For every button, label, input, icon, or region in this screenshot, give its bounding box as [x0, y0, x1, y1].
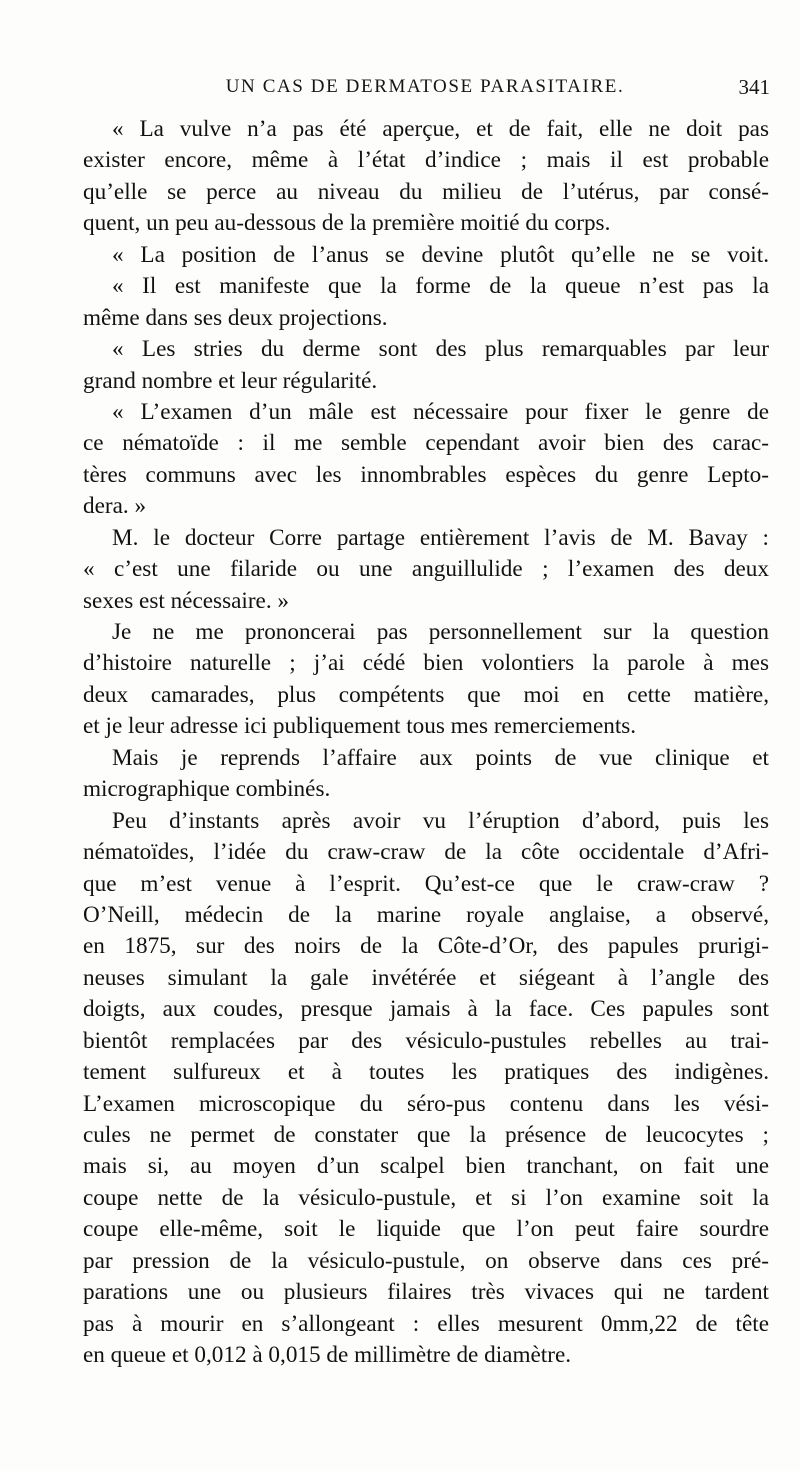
text-line-content: coupe elle-même, soit le liquide que l’on peut faire sourdre	[83, 1216, 769, 1243]
running-title: UN CAS DE DERMATOSE PARASITAIRE.	[225, 76, 625, 97]
text-line-content: mais si, au moyen d’un scalpel bien tranchant, on fait une	[83, 1153, 769, 1180]
text-line-content: que m’est venue à l’esprit. Qu’est-ce que le craw-craw ?	[83, 870, 769, 897]
text-line	[83, 994, 769, 1025]
text-line	[83, 1151, 769, 1182]
text-line-content: « La position de l’anus se devine plutôt qu’elle ne se voit.	[112, 241, 769, 268]
text-line	[83, 397, 769, 428]
text-line-content: dera. »	[83, 493, 147, 520]
text-line	[83, 837, 769, 868]
text-line-content: pas à mourir en s’allongeant : elles mesurent 0mm,22 de tête	[83, 1310, 769, 1337]
text-line	[83, 1309, 769, 1340]
text-line-content: O’Neill, médecin de la marine royale anglaise, a observé,	[83, 901, 769, 928]
text-line	[83, 806, 769, 837]
text-line	[83, 869, 769, 900]
text-line	[83, 586, 769, 617]
text-line-content: qu’elle se perce au niveau du milieu de l’utérus, par consé-	[83, 178, 769, 205]
text-line	[83, 366, 769, 397]
text-line-content: Je ne me prononcerai pas personnellement sur la question	[112, 619, 769, 645]
text-line	[83, 680, 769, 711]
text-line-content: tères communs avec les innombrables espèces du genre Lepto-	[83, 461, 769, 488]
text-line	[83, 1183, 769, 1214]
text-line	[83, 208, 769, 239]
text-line-content: « c’est une filaride ou une anguillulide ; l’examen des deux	[83, 556, 769, 583]
text-line-content: bientôt remplacées par des vésiculo-pustules rebelles au trai-	[83, 1027, 769, 1054]
text-line-content: ce nématoïde : il me semble cependant avoir bien des carac-	[83, 430, 769, 457]
text-line-content: quent, un peu au-dessous de la première moitié du corps.	[83, 210, 611, 237]
text-line	[83, 177, 769, 208]
text-line	[83, 931, 769, 962]
text-line-content: M. le docteur Corre partage entièrement l’avis de M. Bavay :	[112, 524, 769, 551]
text-line-content: en queue et 0,012 à 0,015 de millimètre de diamètre.	[83, 1342, 572, 1369]
text-line	[83, 554, 769, 585]
text-line	[83, 1057, 769, 1088]
text-line-content: et je leur adresse ici publiquement tous mes remerciements.	[83, 713, 637, 740]
text-line	[83, 743, 769, 774]
text-line	[83, 428, 769, 459]
text-line-content: tement sulfureux et à toutes les pratiques des indigènes.	[83, 1059, 769, 1086]
text-line-content: coupe nette de la vésiculo-pustule, et si l’on examine soit la	[83, 1184, 769, 1211]
text-line	[83, 1089, 769, 1120]
page-header	[40, 76, 770, 106]
text-line	[83, 114, 769, 145]
text-line	[83, 711, 769, 742]
text-line	[83, 1120, 769, 1151]
text-line	[83, 774, 769, 805]
text-line	[83, 271, 769, 302]
text-line	[83, 1026, 769, 1057]
text-line-content: doigts, aux coudes, presque jamais à la face. Ces papules sont	[83, 996, 769, 1023]
text-line-content: sexes est nécessaire. »	[83, 587, 290, 614]
text-line-content: « L’examen d’un mâle est nécessaire pour fixer le genre de	[112, 398, 769, 425]
text-line-content: exister encore, même à l’état d’indice ; mais il est probable	[83, 147, 769, 174]
text-line-content: grand nombre et leur régularité.	[83, 367, 378, 394]
text-line	[83, 334, 769, 365]
text-line-content: neuses simulant la gale invétérée et siégeant à l’angle des	[83, 964, 769, 991]
text-line-content: même dans ses deux projections.	[83, 304, 388, 331]
text-line-content: « Les stries du derme sont des plus remarquables par leur	[112, 336, 769, 363]
body-text	[83, 114, 769, 1372]
text-line	[83, 1214, 769, 1245]
text-line	[83, 145, 769, 176]
text-line	[83, 460, 769, 491]
text-line-content: par pression de la vésiculo-pustule, on observe dans ces pré-	[83, 1247, 769, 1274]
text-line-content: cules ne permet de constater que la présence de leucocytes ;	[83, 1122, 769, 1148]
text-line	[83, 1340, 769, 1371]
text-line	[83, 1277, 769, 1308]
text-line-content: d’histoire naturelle ; j’ai cédé bien volontiers la parole à mes	[83, 650, 769, 677]
text-line-content: parations une ou plusieurs filaires très vivaces qui ne tardent	[83, 1279, 769, 1306]
text-line	[83, 523, 769, 554]
text-line	[83, 1246, 769, 1277]
text-line	[83, 303, 769, 334]
text-line-content: Mais je reprends l’affaire aux points de vue clinique et	[112, 744, 769, 771]
text-line	[83, 617, 769, 648]
text-line-content: Peu d’instants après avoir vu l’éruption d’abord, puis les	[112, 807, 769, 834]
text-line	[83, 900, 769, 931]
text-line-content: deux camarades, plus compétents que moi en cette matière,	[83, 681, 769, 708]
page-number: 341	[738, 75, 770, 99]
text-line-content: nématoïdes, l’idée du craw-craw de la côte occidentale d’Afri-	[83, 839, 769, 866]
text-line-content: « La vulve n’a pas été aperçue, et de fait, elle ne doit pas	[112, 116, 769, 142]
text-line-content: micrographique combinés.	[83, 776, 331, 803]
text-line-content: en 1875, sur des noirs de la Côte-d’Or, des papules prurigi-	[83, 933, 769, 960]
text-line-content: L’examen microscopique du séro-pus contenu dans les vési-	[83, 1090, 769, 1117]
text-line	[83, 491, 769, 522]
text-line	[83, 240, 769, 271]
text-line	[83, 963, 769, 994]
text-line	[83, 648, 769, 679]
text-line-content: « Il est manifeste que la forme de la queue n’est pas la	[112, 273, 769, 300]
